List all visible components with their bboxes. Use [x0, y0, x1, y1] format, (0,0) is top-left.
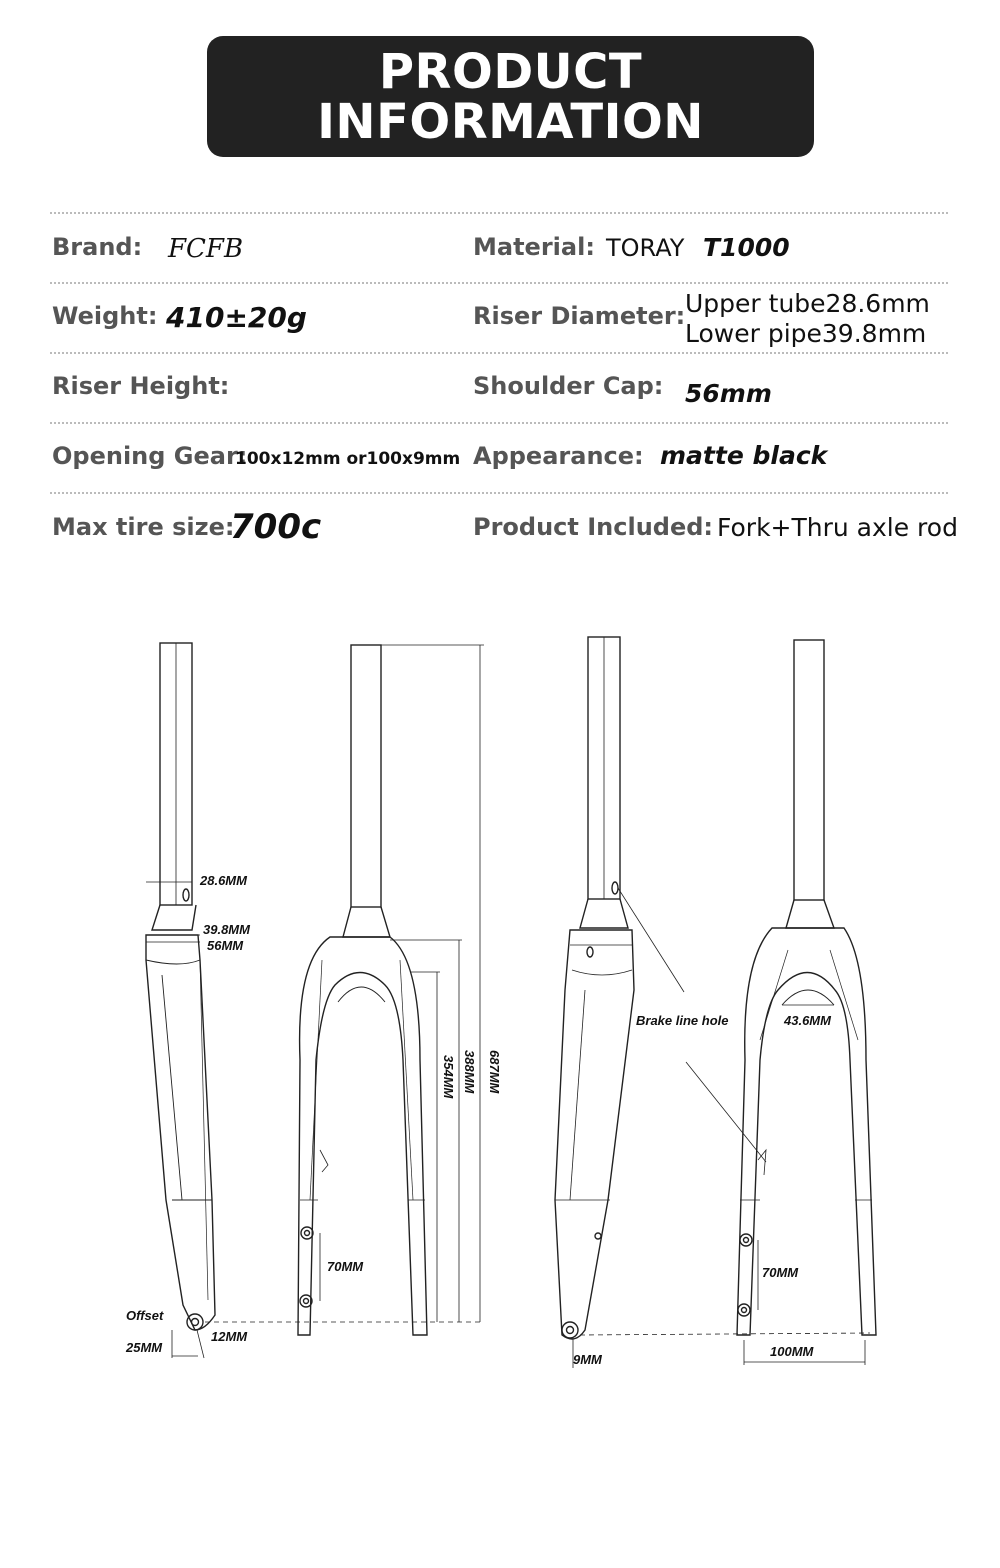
product-included-value: Fork+Thru axle rod	[717, 513, 958, 542]
appearance-value: matte black	[660, 441, 828, 470]
dim-70-right: 70MM	[762, 1265, 799, 1280]
appearance-label: Appearance:	[473, 442, 644, 470]
dim-25: 25MM	[126, 1340, 163, 1355]
max-tire-value: 700c	[230, 507, 322, 547]
fork-side-view	[146, 643, 480, 1358]
fork-side-view-2	[555, 637, 870, 1368]
divider	[50, 492, 948, 494]
product-included-label: Product Included:	[473, 513, 714, 541]
dim-354: 354MM	[441, 1055, 456, 1099]
shoulder-cap-value: 56mm	[685, 379, 772, 408]
dim-43-6: 43.6MM	[784, 1013, 831, 1028]
dim-70-left: 70MM	[327, 1259, 364, 1274]
title-banner	[207, 36, 814, 157]
divider	[50, 282, 948, 284]
weight-label: Weight:	[52, 302, 158, 330]
divider	[50, 422, 948, 424]
material-value-grade: T1000	[703, 233, 790, 262]
opening-gear-label: Opening Gear:	[52, 442, 248, 470]
dim-100: 100MM	[770, 1344, 814, 1359]
dim-offset: Offset	[126, 1308, 164, 1323]
fork-front-view	[298, 645, 484, 1335]
dim-12: 12MM	[211, 1329, 248, 1344]
fork-front-view-2	[737, 640, 876, 1365]
material-label: Material:	[473, 233, 595, 261]
dim-687: 687MM	[487, 1050, 502, 1094]
material-value-brand: TORAY	[606, 234, 685, 262]
title-line-1: PRODUCT	[378, 43, 643, 100]
brand-label: Brand:	[52, 233, 143, 261]
dim-39-8: 39.8MM	[203, 922, 250, 937]
riser-diameter-upper: Upper tube28.6mm	[685, 289, 930, 318]
brand-value: FCFB	[168, 234, 244, 264]
brake-line-hole-label: Brake line hole	[636, 1013, 729, 1028]
riser-diameter-label: Riser Diameter:	[473, 302, 686, 330]
dim-388: 388MM	[462, 1050, 477, 1094]
riser-diameter-lower: Lower pipe39.8mm	[685, 319, 927, 348]
divider	[50, 352, 948, 354]
fork-technical-drawing	[0, 600, 1000, 1400]
riser-height-label: Riser Height:	[52, 372, 230, 400]
dim-28-6: 28.6MM	[200, 873, 247, 888]
title-line-2: INFORMATION	[317, 93, 704, 150]
max-tire-label: Max tire size:	[52, 513, 235, 541]
shoulder-cap-label: Shoulder Cap:	[473, 372, 664, 400]
dim-56: 56MM	[207, 938, 244, 953]
dim-9: 9MM	[573, 1352, 602, 1367]
divider	[50, 212, 948, 214]
weight-value: 410±20g	[166, 301, 307, 334]
opening-gear-value: 100x12mm or100x9mm	[235, 449, 461, 469]
